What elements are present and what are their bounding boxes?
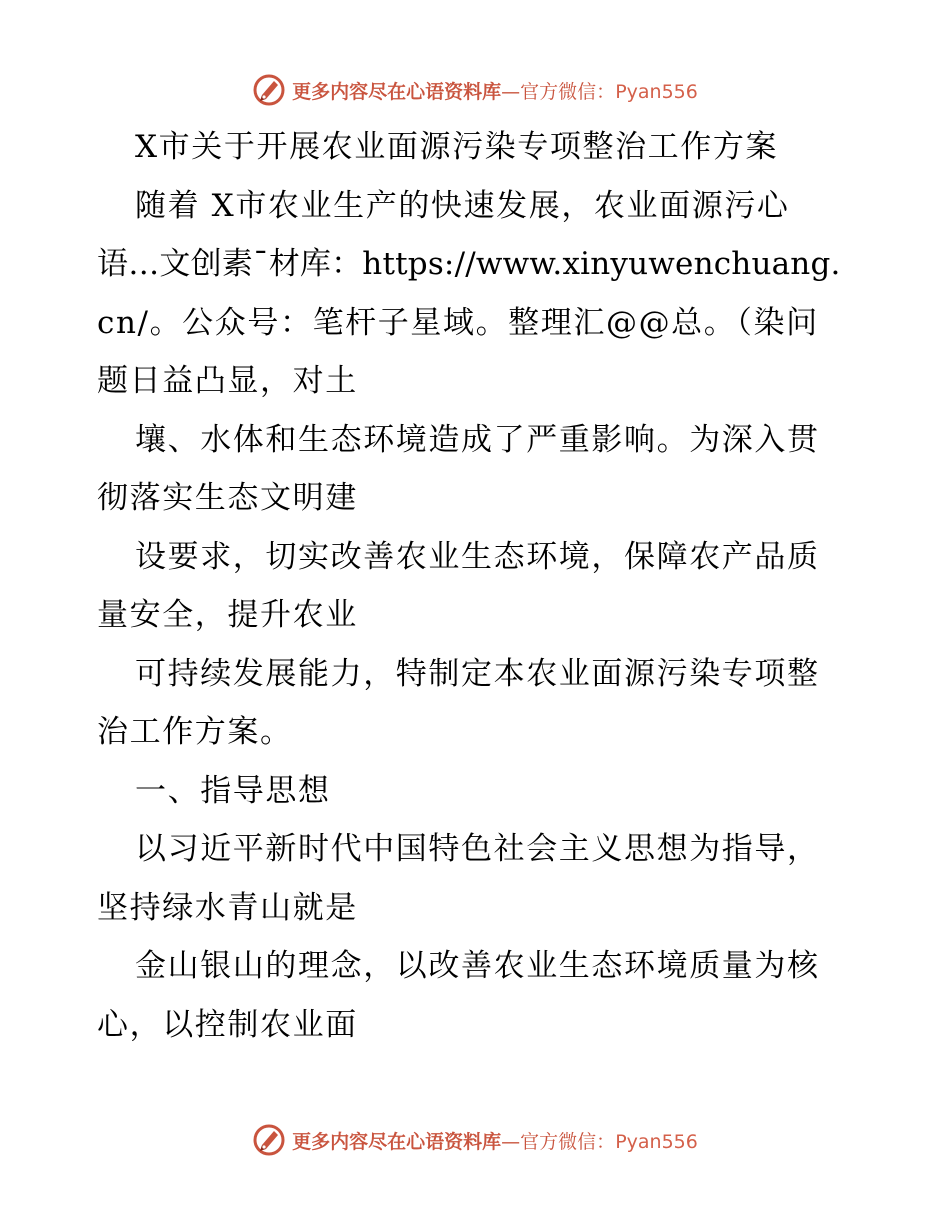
banner-text	[292, 1127, 698, 1154]
footer-watermark-banner	[0, 1120, 950, 1160]
banner-main-text: 更多内容尽在心语资料库	[292, 80, 502, 103]
header-watermark-banner	[0, 70, 950, 110]
banner-dash: —	[501, 80, 521, 103]
banner-wechat-id: Pyan556	[615, 1130, 698, 1153]
paragraph-line: 题日益凸显，对土	[97, 363, 358, 399]
document-title: X市关于开展农业面源污染专项整治工作方案	[135, 129, 779, 165]
pen-logo-icon	[252, 1123, 286, 1157]
paragraph-line: 语…文创素¯材库：https://www.xinyuwenchuang.	[97, 246, 841, 282]
paragraph-line: 设要求，切实改善农业生态环境，保障农产品质	[135, 538, 820, 575]
paragraph-line: 以习近平新时代中国特色社会主义思想为指导，	[135, 831, 820, 867]
banner-text	[292, 77, 698, 104]
banner-wechat-id: Pyan556	[615, 80, 698, 103]
banner-main-text: 更多内容尽在心语资料库	[292, 1130, 502, 1153]
paragraph-line: 坚持绿水青山就是	[97, 889, 358, 926]
banner-label: 官方微信：	[520, 1130, 616, 1153]
paragraph-line: 金山银山的理念，以改善农业生态环境质量为核	[135, 948, 820, 984]
paragraph-line: 可持续发展能力，特制定本农业面源污染专项整	[135, 655, 820, 692]
pen-logo-icon	[252, 73, 286, 107]
paragraph-line: 彻落实生态文明建	[97, 480, 358, 516]
paragraph-line: cn/。公众号：笔杆子星域。整理汇@@总。（染问	[97, 304, 819, 341]
paragraph-line: 量安全，提升农业	[97, 597, 358, 633]
paragraph-line: 随着 X市农业生产的快速发展，农业面源污心	[135, 187, 790, 224]
paragraph-line: 心，以控制农业面	[97, 1006, 358, 1043]
document-body	[97, 118, 857, 1054]
banner-label: 官方微信：	[520, 80, 616, 103]
section-heading: 一、指导思想	[135, 772, 331, 809]
paragraph-line: 壤、水体和生态环境造成了严重影响。为深入贯	[135, 421, 820, 458]
paragraph-line: 治工作方案。	[97, 714, 293, 750]
banner-dash: —	[501, 1130, 521, 1153]
